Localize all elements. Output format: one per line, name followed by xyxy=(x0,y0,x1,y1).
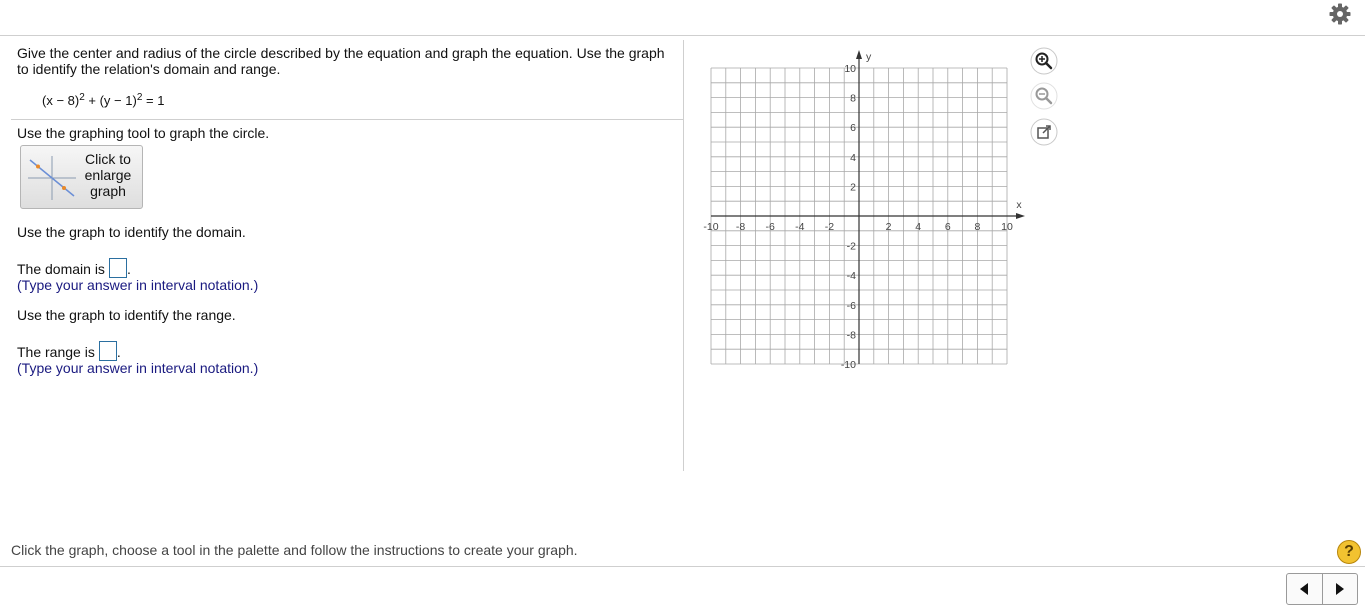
y-tick-label: 8 xyxy=(850,92,856,105)
range-answer-box[interactable] xyxy=(99,341,117,361)
graph-instruction: Use the graphing tool to graph the circle. xyxy=(17,125,270,141)
domain-instruction: Use the graph to identify the domain. xyxy=(17,224,246,240)
equation-exponent-2: 2 xyxy=(136,92,143,103)
enlarge-label-line-3: graph xyxy=(90,183,126,199)
enlarge-graph-button[interactable] xyxy=(20,145,143,209)
y-tick-label: -10 xyxy=(840,359,856,371)
panel-divider xyxy=(683,40,684,471)
y-tick-label: 4 xyxy=(850,151,856,164)
circle-equation xyxy=(42,93,164,108)
x-axis-arrow xyxy=(1016,213,1025,219)
x-tick-label: -8 xyxy=(735,221,746,233)
x-tick-label: -6 xyxy=(765,221,775,233)
y-tick-label: -8 xyxy=(846,329,856,342)
arrow-left-icon xyxy=(1298,582,1310,596)
range-hint: (Type your answer in interval notation.) xyxy=(17,360,259,376)
help-button[interactable]: ? xyxy=(1337,540,1361,564)
range-suffix: . xyxy=(116,344,121,360)
domain-answer-row xyxy=(17,258,131,278)
footer-instructions: Click the graph, choose a tool in the palette and follow the instructions to create your graph. xyxy=(11,542,578,558)
zoom-in-icon[interactable] xyxy=(1030,47,1058,75)
graph-thumbnail-icon xyxy=(27,154,77,202)
x-tick-label: 10 xyxy=(1001,221,1013,233)
domain-prefix: The domain is xyxy=(17,261,105,277)
enlarge-label-line-2: enlarge xyxy=(84,167,132,183)
y-tick-label: -4 xyxy=(846,270,856,283)
previous-button[interactable] xyxy=(1287,574,1322,604)
y-tick-label: 2 xyxy=(850,181,856,194)
x-tick-label: -10 xyxy=(703,221,719,233)
range-instruction: Use the graph to identify the range. xyxy=(17,307,236,323)
page-navigation xyxy=(1286,573,1358,605)
coordinate-graph[interactable] xyxy=(700,46,1030,376)
popout-icon[interactable] xyxy=(1030,118,1058,146)
x-tick-label: 6 xyxy=(944,221,951,233)
question-divider xyxy=(11,119,683,120)
tick-labels xyxy=(703,51,1022,371)
x-axis-label: x xyxy=(1016,199,1022,211)
range-prefix: The range is xyxy=(17,344,95,360)
y-axis-arrow xyxy=(856,50,862,59)
enlarge-label-line-1: Click to xyxy=(85,151,131,167)
x-tick-label: 2 xyxy=(885,221,892,233)
y-tick-label: -2 xyxy=(846,240,856,253)
equation-part-a: (x − 8) xyxy=(42,93,80,108)
domain-answer-box[interactable] xyxy=(109,258,127,278)
x-tick-label: 8 xyxy=(974,221,981,233)
domain-suffix: . xyxy=(126,261,131,277)
y-tick-label: 10 xyxy=(844,63,856,75)
question-prompt: Give the center and radius of the circle described by the equation and graph the equation. Use the graph to identify the relation's domain and range. xyxy=(17,45,665,77)
equation-part-c: = 1 xyxy=(142,93,165,108)
arrow-right-icon xyxy=(1334,582,1346,596)
x-tick-label: -4 xyxy=(795,221,805,233)
zoom-out-icon[interactable] xyxy=(1030,82,1058,110)
axes xyxy=(711,50,1025,364)
range-answer-row xyxy=(17,341,121,361)
next-button[interactable] xyxy=(1322,574,1357,604)
equation-exponent-1: 2 xyxy=(79,92,85,103)
domain-hint: (Type your answer in interval notation.) xyxy=(17,277,259,293)
x-tick-label: 4 xyxy=(915,221,922,233)
enlarge-graph-label xyxy=(77,151,139,199)
y-axis-label: y xyxy=(866,51,872,63)
top-divider xyxy=(0,35,1365,36)
x-tick-label: -2 xyxy=(824,221,835,233)
y-tick-label: 6 xyxy=(850,122,856,135)
gear-icon[interactable] xyxy=(1328,2,1352,26)
equation-part-b: + (y − 1) xyxy=(84,93,137,108)
footer-divider xyxy=(0,566,1365,567)
y-tick-label: -6 xyxy=(846,299,856,312)
